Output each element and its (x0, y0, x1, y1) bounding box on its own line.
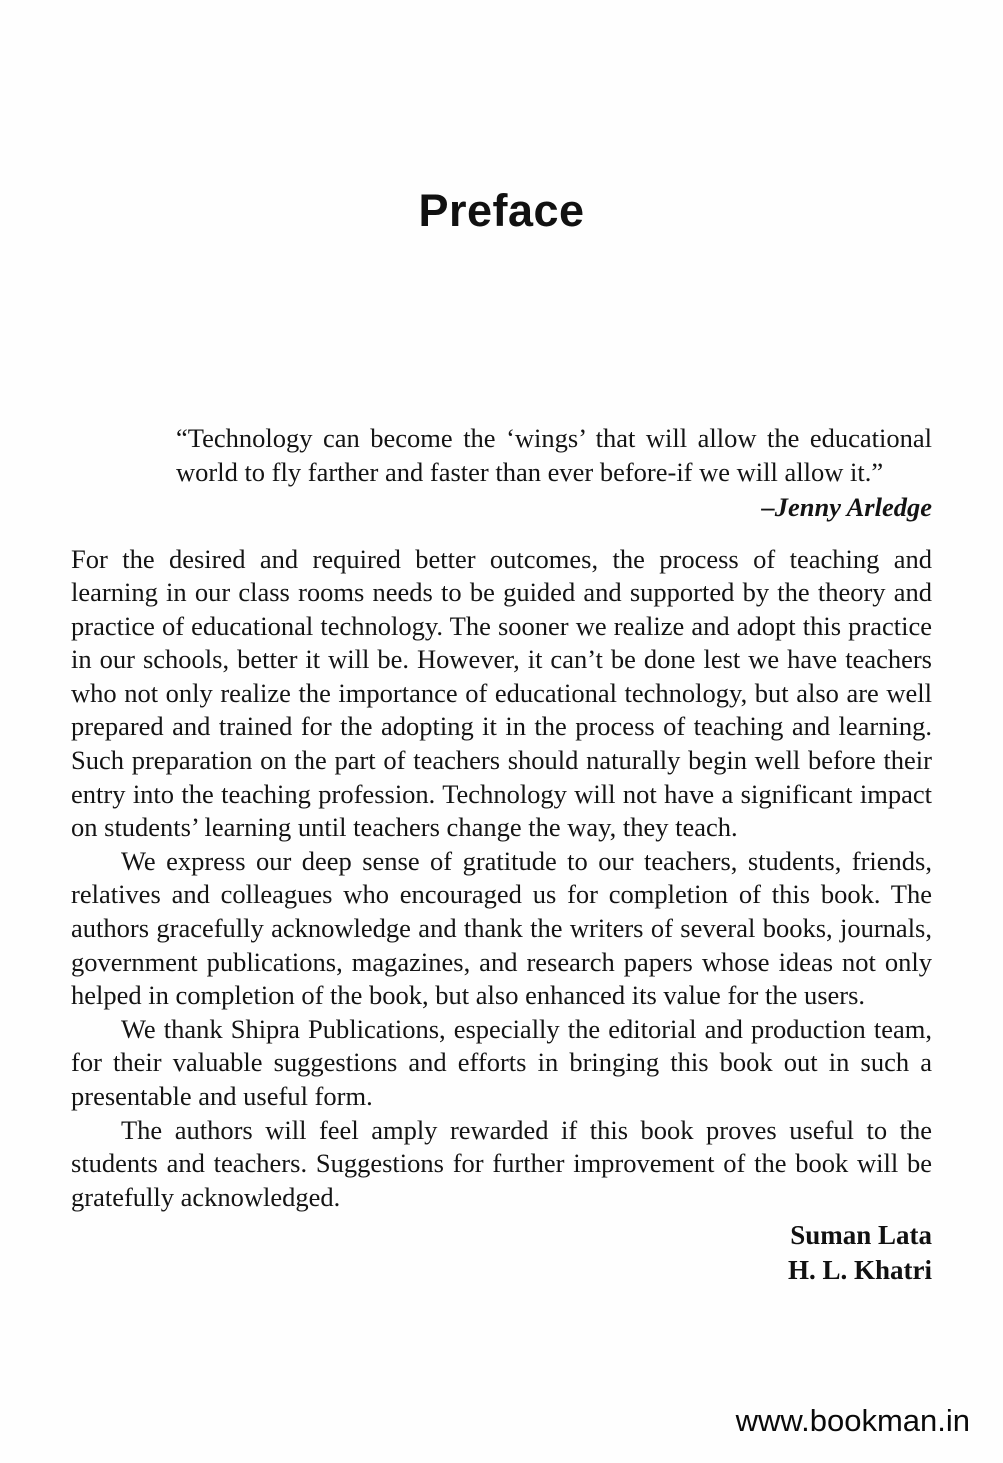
author-signature-2: H. L. Khatri (787, 1255, 932, 1286)
signature-block (71, 1218, 932, 1288)
paragraph-1: For the desired and required better outcomes, the process of teaching and learning in our class rooms needs to be guided and supported by the theory and practice of educational technology. The sooner we realize and adopt this practice in our schools, better it will be. However, it can’t be done lest we have teachers who not only realize the importance of educational technology, but also are well prepared and trained for the adopting it in the process of teaching and learning. Such preparation on the part of teachers should naturally begin well before their entry into the teaching profession. Technology will not have a significant impact on students’ learning until teachers change the way, they teach. (71, 543, 932, 843)
epigraph-block (71, 422, 932, 525)
epigraph-quote-text: “Technology can become the ‘wings’ that will allow the educational world to fly farther and faster than ever before-if we will allow it.” (176, 423, 932, 487)
paragraph-4: The authors will feel amply rewarded if this book proves useful to the students and teachers. Suggestions for further improvement of the book will be gratefully acknowledged. (71, 1114, 932, 1212)
paragraph-2: We express our deep sense of gratitude to our teachers, students, friends, relatives and colleagues who encouraged us for completion of this book. The authors gracefully acknowledge and thank the writers of several books, journals, government publications, magazines, and research papers whose ideas not only helped in completion of the book, but also enhanced its value for the users. (71, 845, 932, 1011)
epigraph-attribution: –Jenny Arledge (761, 492, 932, 522)
author-signature-1: Suman Lata (790, 1220, 932, 1251)
paragraph-3: We thank Shipra Publications, especially the editorial and production team, for their valuable suggestions and efforts in bringing this book out in such a presentable and useful form. (71, 1013, 932, 1111)
watermark-url: www.bookman.in (735, 1403, 970, 1438)
preface-body (71, 543, 932, 1215)
page-title: Preface (418, 185, 585, 236)
